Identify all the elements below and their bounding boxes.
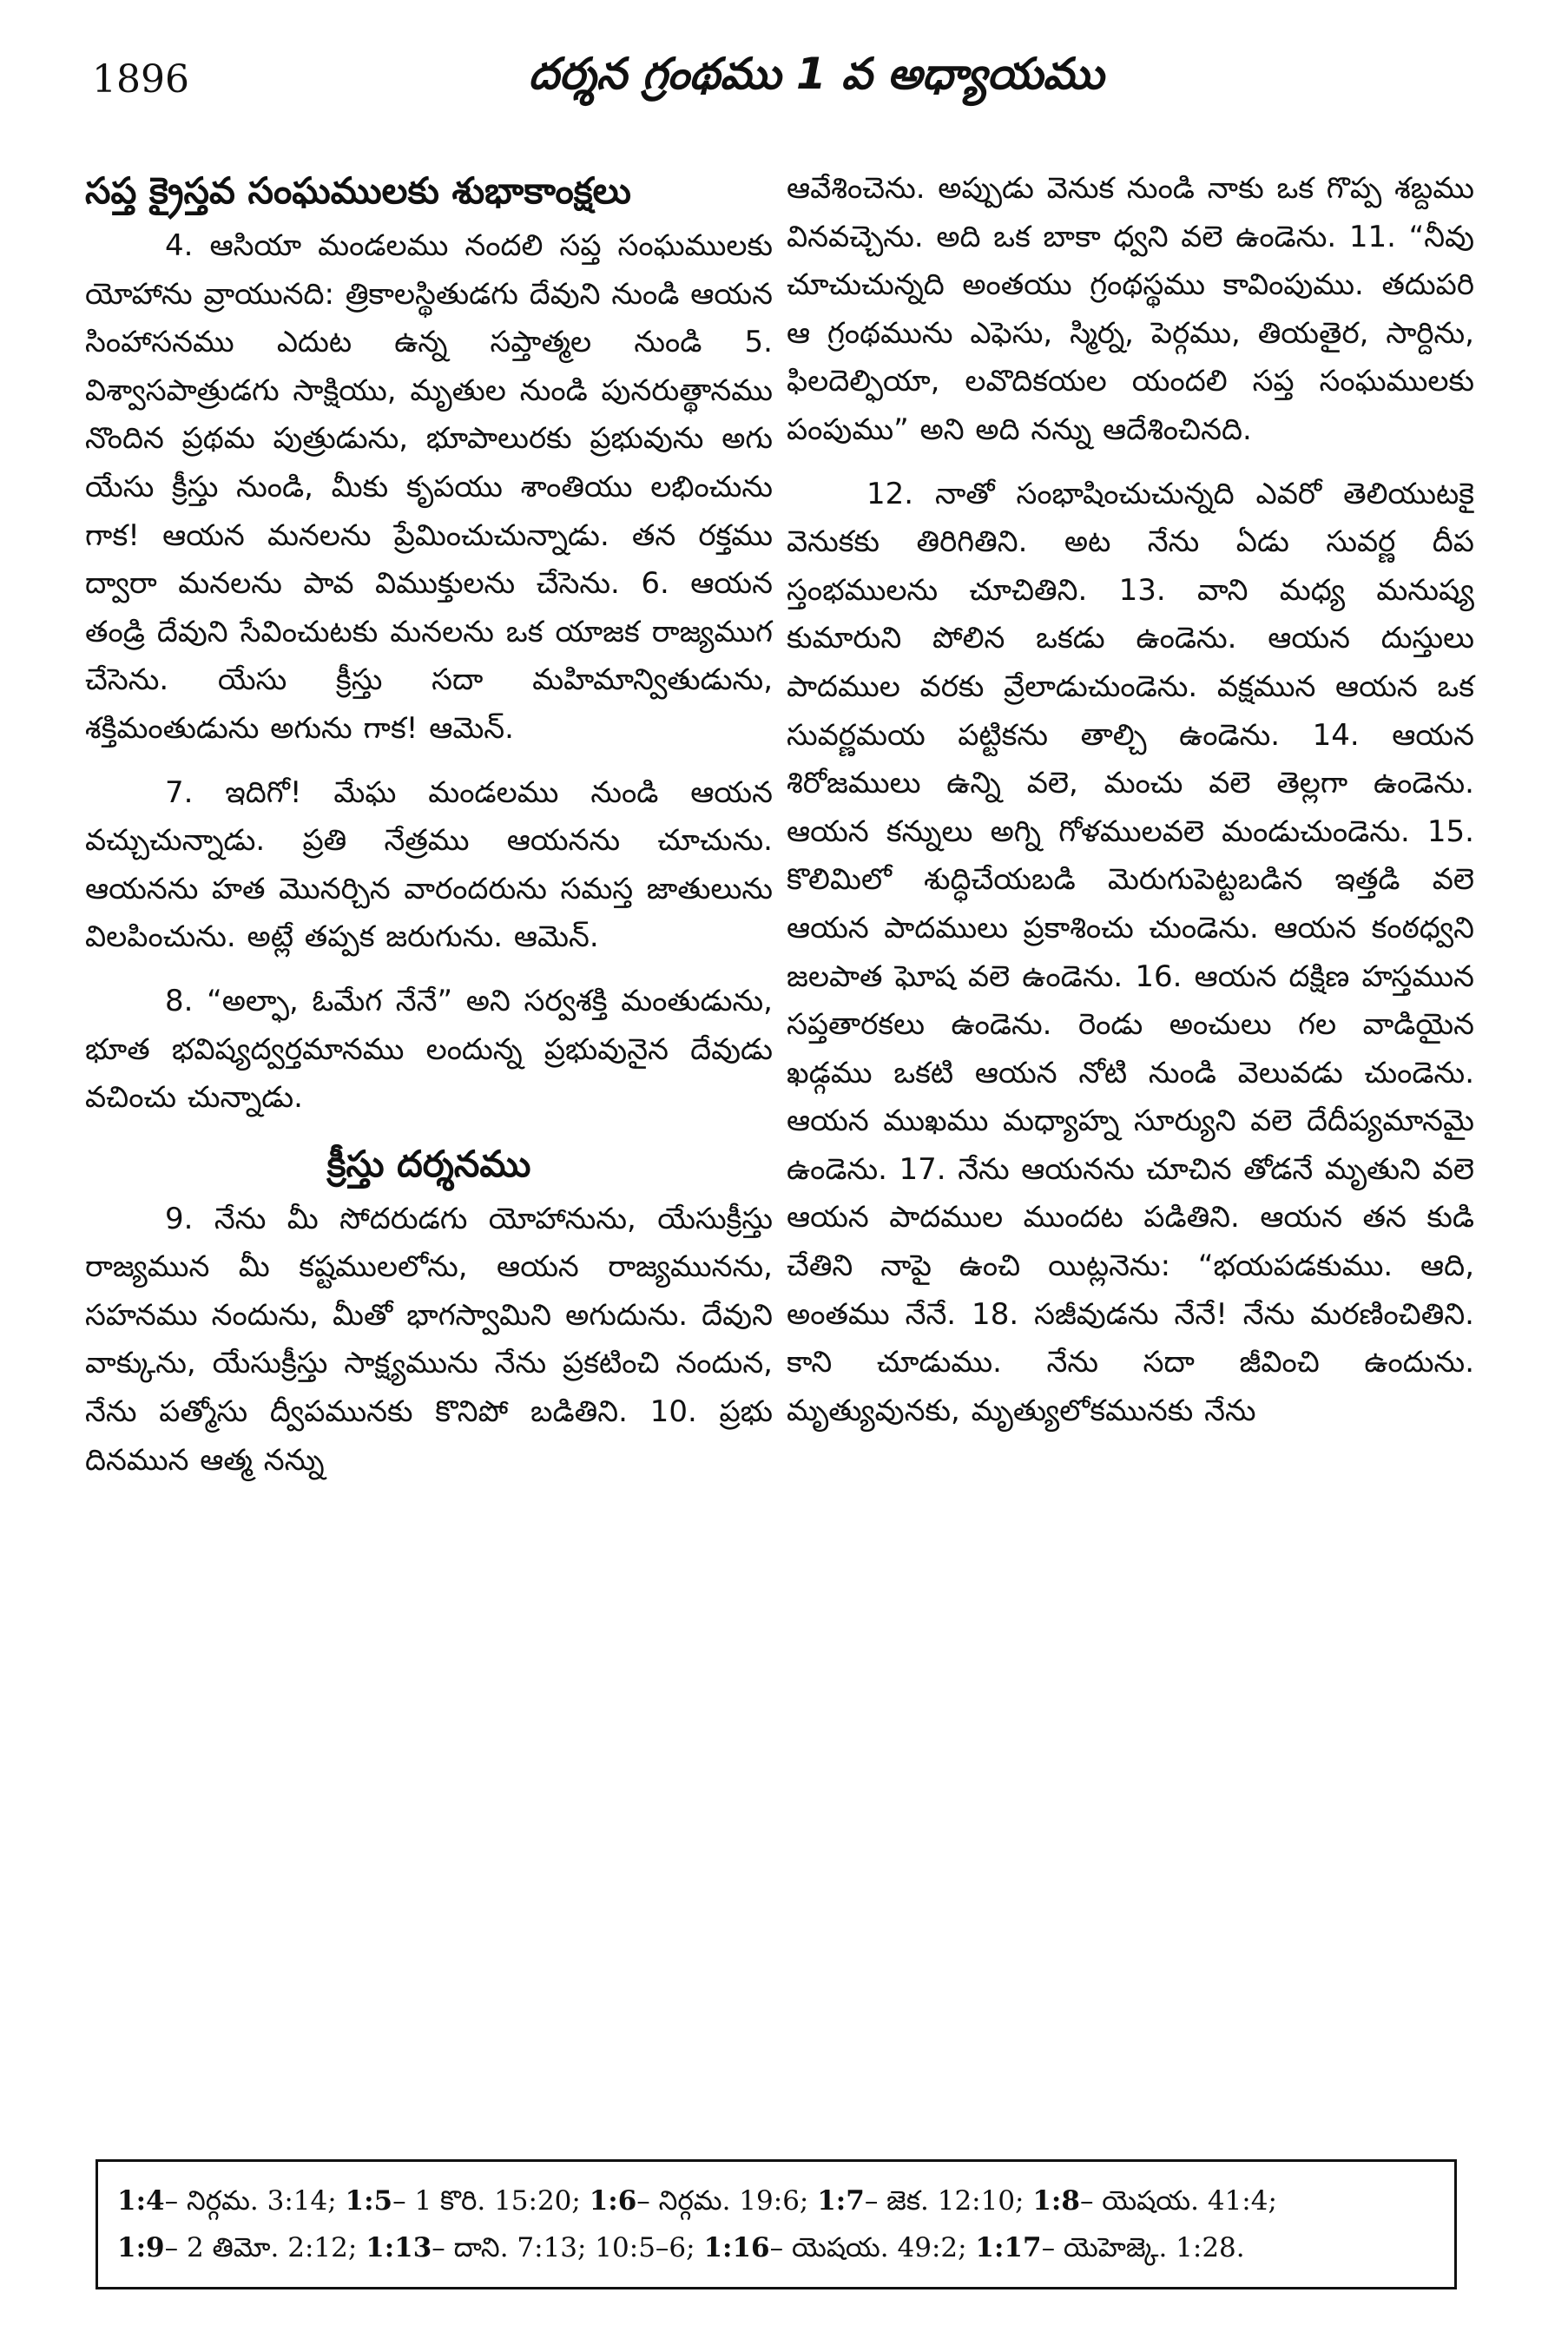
page-number: 1896 (92, 57, 189, 102)
running-title: దర్శన గ్రంథము 1 వ అధ్యాయము (528, 49, 1104, 99)
footnote-ref: 1:7 (817, 2185, 865, 2217)
section-heading-greetings: సప్త క్రైస్తవ సంఘములకు శుభాకాంక్షలు (85, 169, 631, 212)
cross-reference-box (96, 2159, 1457, 2289)
footnote-text: – యెషయ. 49:2; (769, 2232, 976, 2263)
right-column (787, 165, 1474, 1451)
left-column (85, 165, 773, 1500)
paragraph: 8. “అల్ఫా, ఓమేగ నేనే” అని సర్వశక్తి మంతుడును, భూత భవిష్యద్వర్తమానము లందున్న ప్రభువునైన దేవుడు వచించు చున్నాడు. (85, 983, 773, 1116)
footnote-ref: 1:6 (589, 2185, 637, 2217)
footnote-text: – యెషయ. 41:4; (1079, 2185, 1277, 2217)
paragraph: 7. ఇదిగో! మేఘ మండలము నుండి ఆయన వచ్చుచున్నాడు. ప్రతి నేత్రము ఆయనను చూచును. ఆయనను హత మొనర్చిన వారందరును సమస్త జాతులును విలపించును. అట్లే తప్పక జరుగును. ఆమెన్. (85, 774, 773, 955)
footnote-ref: 1:17 (975, 2232, 1042, 2263)
footnote-text: – నిర్గమ. 19:6; (636, 2185, 818, 2217)
footnote-text: – నిర్గమ. 3:14; (164, 2185, 346, 2217)
footnote-text: – 2 తిమో. 2:12; (164, 2232, 366, 2263)
footnote-ref: 1:8 (1032, 2185, 1080, 2217)
section-heading-vision: క్రీస్తు దర్శనము (326, 1142, 531, 1185)
footnote-text: – యెహెజ్కె. 1:28. (1041, 2232, 1245, 2263)
footnote-ref: 1:4 (117, 2185, 165, 2217)
paragraph: 9. నేను మీ సోదరుడగు యోహానును, యేసుక్రీస్తు రాజ్యమున మీ కష్టములలోను, ఆయన రాజ్యమునను, సహనము నందును, మీతో భాగస్వామిని అగుదును. దేవుని వాక్కును, యేసుక్రీస్తు సాక్ష్యమును నేను ప్రకటించి నందున, నేను పత్మోసు ద్వీపమునకు కొనిపో బడితిని. 10. ప్రభు దినమున ఆత్మ నన్ను (85, 1201, 773, 1478)
paragraph: ఆవేశించెను. అప్పుడు వెనుక నుండి నాకు ఒక గొప్ప శబ్దము వినవచ్చెను. అది ఒక బాకా ధ్వని వలె ఉండెను. 11. “నీవు చూచుచున్నది అంతయు గ్రంథస్థము కావింపుము. తదుపరి ఆ గ్రంథమును ఎఫెసు, స్మిర్న, పెర్గము, తియతైర, సార్దిను, ఫిలదెల్ఫియా, లవొదికయల యందలి సప్త సంఘములకు పంపుము” అని అది నన్ను ఆదేశించినది. (787, 171, 1474, 447)
footnote-ref: 1:13 (366, 2232, 432, 2263)
footnote-ref: 1:9 (117, 2232, 165, 2263)
footnote-text: – దాని. 7:13; 10:5–6; (432, 2232, 704, 2263)
footnote-line-1 (117, 2177, 1435, 2224)
footnote-text: – 1 కొరి. 15:20; (392, 2185, 590, 2217)
footnote-ref: 1:16 (703, 2232, 770, 2263)
footnote-ref: 1:5 (345, 2185, 393, 2217)
footnote-line-2 (117, 2224, 1435, 2271)
footnote-text: – జెక. 12:10; (864, 2185, 1033, 2217)
paragraph: 4. ఆసియా మండలము నందలి సప్త సంఘములకు యోహాను వ్రాయునది: త్రికాలస్థితుడగు దేవుని నుండి ఆయన సింహాసనము ఎదుట ఉన్న సప్తాత్మల నుండి 5. విశ్వాసపాత్రుడగు సాక్షియు, మృతుల నుండి పునరుత్థానము నొందిన ప్రథమ పుత్రుడును, భూపాలురకు ప్రభువును అగు యేసు క్రీస్తు నుండి, మీకు కృపయు శాంతియు లభించును గాక! ఆయన మనలను ప్రేమించుచున్నాడు. తన రక్తము ద్వారా మనలను పావ విముక్తులను చేసెను. 6. ఆయన తండ్రి దేవుని సేవించుటకు మనలను ఒక యాజక రాజ్యముగ చేసెను. యేసు క్రీస్తు సదా మహిమాన్వితుడును, శక్తిమంతుడును అగును గాక! ఆమెన్. (85, 228, 773, 746)
paragraph: 12. నాతో సంభాషించుచున్నది ఎవరో తెలియుటకై వెనుకకు తిరిగితిని. అట నేను ఏడు సువర్ణ దీప స్తంభములను చూచితిని. 13. వాని మధ్య మనుష్య కుమారుని పోలిన ఒకడు ఉండెను. ఆయన దుస్తులు పాదముల వరకు వ్రేలాడుచుండెను. వక్షమున ఆయన ఒక సువర్ణమయ పట్టికను తాల్చి ఉండెను. 14. ఆయన శిరోజములు ఉన్ని వలె, మంచు వలె తెల్లగా ఉండెను. ఆయన కన్నులు అగ్ని గోళములవలె మండుచుండెను. 15. కొలిమిలో శుద్ధిచేయబడి మెరుగుపెట్టబడిన ఇత్తడి వలె ఆయన పాదములు ప్రకాశించు చుండెను. ఆయన కంఠధ్వని జలపాత ఘోష వలె ఉండెను. 16. ఆయన దక్షిణ హస్తమున సప్తతారకలు ఉండెను. రెండు అంచులు గల వాడియైన ఖడ్గము ఒకటి ఆయన నోటి నుండి వెలువడు చుండెను. ఆయన ముఖము మధ్యాహ్న సూర్యుని వలె దేదీప్యమానమై ఉండెను. 17. నేను ఆయనను చూచిన తోడనే మృతుని వలె ఆయన పాదముల ముందట పడితిని. ఆయన తన కుడి చేతిని నాపై ఉంచి యిట్లనెను: “భయపడకుము. ఆది, అంతము నేనే. 18. సజీవుడను నేనే! నేను మరణించితిని. కాని చూడుము. నేను సదా జీవించి ఉందును. మృత్యువునకు, మృత్యులోకమునకు నేను (787, 476, 1474, 1428)
